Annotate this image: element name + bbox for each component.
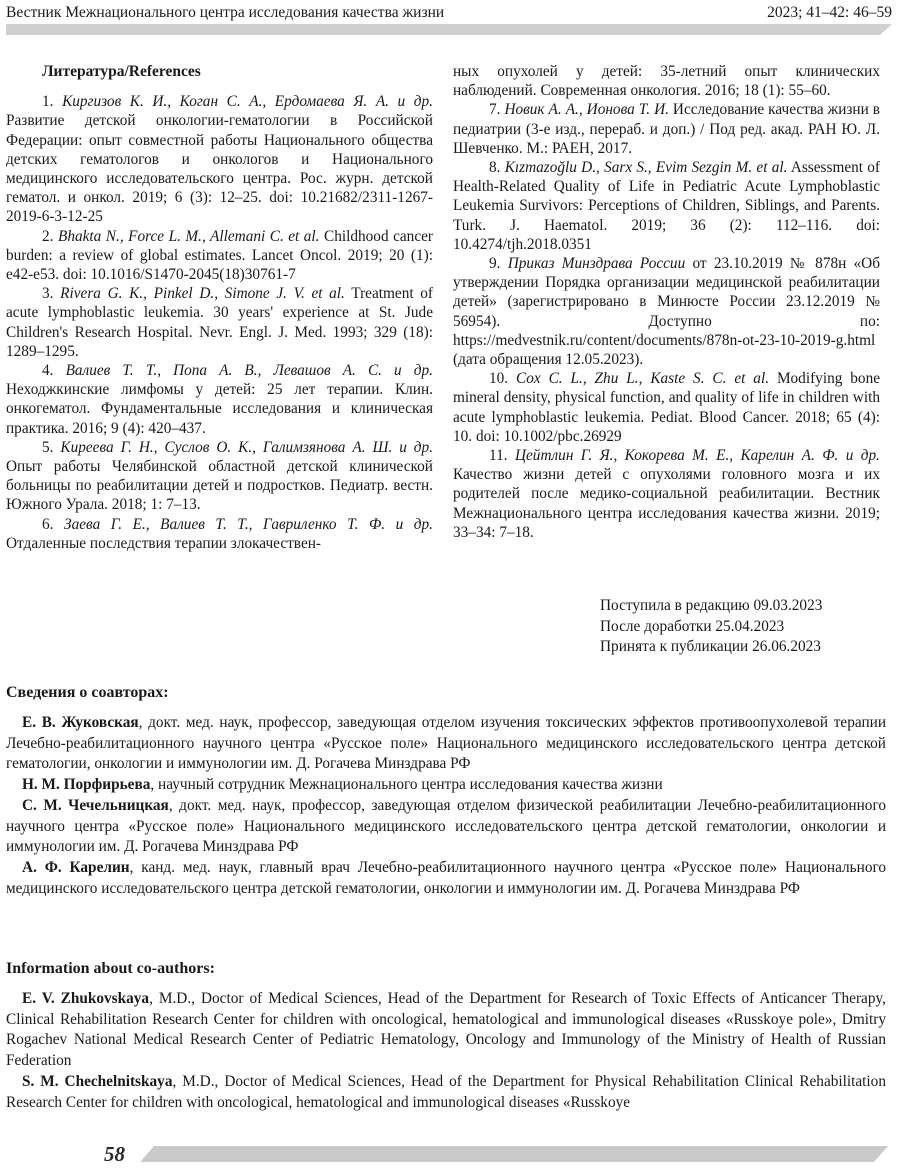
reference-authors: Rivera G. K., Pinkel D., Simone J. V. et al. (60, 285, 345, 303)
issue-info: 2023; 41–42: 46–59 (767, 4, 892, 21)
reference-item: 1. Киргизов К. И., Коган С. А., Ердомаева Я. А. и др. Развитие детской онкологии-гематологии в Российской Федерации: опыт совместной работы Национального общества детских гематологов и онкологов и Национального медицинского исследовательского центра. Рос. журн. детской гематол. и онкол. 2019; 6 (3): 12–25. doi: 10.21682/2311-1267-2019-6-3-12-25 (6, 93, 433, 226)
coauthor-entry: E. V. Zhukovskaya, M.D., Doctor of Medical Sciences, Head of the Department for Research of Toxic Effects of Anticancer Therapy, Clinical Rehabilitation Research Center for children with oncological, hematological and immunological diseases «Russkoye pole», Dmitry Rogachev National Medical Research Center of Pediatric Hematology, Oncology and Immunology of the Ministry of Health of Russian Federation (6, 990, 886, 1070)
date-accepted: Принята к публикации 26.06.2023 (600, 638, 821, 656)
coauthor-entry: S. M. Chechelnitskaya, M.D., Doctor of Medical Sciences, Head of the Department for Physical Rehabilitation Clinical Rehabilitation Research Center for children with oncological, hematological and immunological diseases «Russkoye (6, 1072, 886, 1111)
coauthor-entry: Е. В. Жуковская, докт. мед. наук, профессор, заведующая отделом изучения токсических эффектов противоопухолевой терапии Лечебно-реабилитационного научного центра «Русское поле» Национального медицинского исследовательского центра детской гематологии, онкологии и иммунологии им. Д. Рогачева Минздрава РФ (6, 714, 886, 773)
date-received: Поступила в редакцию 09.03.2023 (600, 597, 823, 614)
reference-item: 6. Заева Г. Е., Валиев Т. Т., Гавриленко Т. Ф. и др. Отдаленные последствия терапии злокачествен- (6, 515, 434, 552)
coauthor-name: А. Ф. Карелин (22, 858, 130, 876)
coauthor-name: E. V. Zhukovskaya (22, 990, 150, 1007)
references-title: Литература/References (42, 63, 201, 80)
page-number: 58 (104, 1142, 125, 1166)
coauthor-name: С. М. Чечельницкая (22, 796, 169, 814)
reference-item: 9. Приказ Минздрава России от 23.10.2019 № 878н «Об утверждении Порядка организации медицинской реабилитации детей» (зарегистрировано в Минюсте России 23.12.2019 № 56954). Доступно по: https://medvestnik.ru/content/documents/878n-ot-23-10-2019-g.html (дата обращения 12.05.2023). (453, 255, 881, 369)
submission-dates (600, 596, 890, 658)
header-bar (6, 24, 880, 35)
reference-item: 10. Cox C. L., Zhu L., Kaste S. C. et al. Modifying bone mineral density, physical function, and quality of life in children with acute lymphoblastic leukemia. Pediat. Blood Cancer. 2018; 65 (4): 10. doi: 10.1002/pbc.26929 (453, 370, 881, 445)
reference-item: 11. Цейтлин Г. Я., Кокорева М. Е., Карелин А. Ф. и др. Качество жизни детей с опухолями головного мозга и их родителей после медико-социальной реабилитации. Вестник Межнационального центра исследования качества жизни. 2019; 33–34: 7–18. (453, 447, 881, 541)
reference-item-continued: ных опухолей у детей: 35-летний опыт клинических наблюдений. Современная онкология. 2016; 18 (1): 55–60. (453, 63, 880, 100)
coauthors-en-section (6, 960, 886, 1113)
coauthor-entry: А. Ф. Карелин, канд. мед. наук, главный врач Лечебно-реабилитационного научного центра «Русское поле» Национального медицинского исследовательского центра детской гематологии, онкологии и иммунологии им. Д. Рогачева Минздрава РФ (6, 858, 887, 897)
reference-authors: Киреева Г. Н., Суслов О. К., Галимзянова А. Ш. и др. (60, 438, 433, 456)
running-header (6, 0, 892, 22)
coauthor-name: S. M. Chechelnitskaya (22, 1072, 173, 1090)
reference-authors: Заева Г. Е., Валиев Т. Т., Гавриленко Т. Ф. и др. (64, 515, 434, 533)
coauthors-ru-title: Сведения о соавторах: (6, 684, 169, 701)
reference-item: 3. Rivera G. K., Pinkel D., Simone J. V. et al. Treatment of acute lymphoblastic leukemia. 30 years' experience at St. Jude Children's Research Hospital. Nevr. Engl. J. Med. 1993; 329 (18): 1289–1295. (6, 285, 433, 360)
references-column-right (453, 62, 880, 542)
reference-item: 5. Киреева Г. Н., Суслов О. К., Галимзянова А. Ш. и др. Опыт работы Челябинской областной детской клинической больницы по реабилитации детей и подростков. Педиатр. вестн. Южного Урала. 2018; 1: 7–13. (6, 438, 433, 514)
journal-title: Вестник Межнационального центра исследования качества жизни (6, 4, 445, 21)
coauthor-name: Н. М. Порфирьева (22, 776, 151, 794)
reference-item: 4. Валиев Т. Т., Попа А. В., Левашов А. С. и др. Неходжкинские лимфомы у детей: 25 лет терапии. Клин. онкогематол. Фундаментальные исследования и клиническая практика. 2016; 9 (4): 420–437. (6, 362, 433, 437)
coauthor-entry: С. М. Чечельницкая, докт. мед. наук, профессор, заведующая отделом физической реабилитации Лечебно-реабилитационного научного центра «Русское поле» Национального медицинского исследовательского центра детской гематологии, онкологии и иммунологии им. Д. Рогачева Минздрава РФ (6, 796, 886, 856)
coauthor-entry: Н. М. Порфирьева, научный сотрудник Межнационального центра исследования качества жизни (22, 776, 663, 794)
references-column-left (6, 62, 433, 553)
reference-item: 8. Kızmazoğlu D., Sarx S., Evim Sezgin M. et al. Assessment of Health-Related Quality of Life in Pediatric Acute Lymphoblastic Leukemia Survivors: Perceptions of Children, Siblings, and Parents. Turk. J. Haematol. 2019; 36 (2): 112–116. doi: 10.4274/tjh.2018.0351 (453, 159, 880, 253)
reference-item: 7. Новик А. А., Ионова Т. И. Исследование качества жизни в педиатрии (3-е изд., перераб. и доп.) / Под ред. акад. РАН Ю. Л. Шевченко. М.: РАЕН, 2017. (453, 101, 880, 157)
reference-authors: Kızmazoğlu D., Sarx S., Evim Sezgin M. et al. (504, 159, 788, 177)
reference-authors: Валиев Т. Т., Попа А. В., Левашов А. С. и др. (65, 362, 433, 380)
reference-authors: Bhakta N., Force L. M., Allemani C. et al. (57, 227, 320, 245)
reference-authors: Цейтлин Г. Я., Кокорева М. Е., Карелин А. Ф. и др. (514, 447, 881, 465)
footer-bar (154, 1146, 874, 1162)
coauthor-name: Е. В. Жуковская (22, 714, 139, 731)
date-revised: После доработки 25.04.2023 (600, 617, 785, 635)
reference-authors: Киргизов К. И., Коган С. А., Ердомаева Я. А. и др. (62, 93, 433, 111)
coauthors-ru-section (6, 684, 886, 899)
reference-authors: Cox C. L., Zhu L., Kaste S. C. et al. (516, 370, 770, 388)
reference-authors: Приказ Минздрава России (507, 255, 686, 273)
coauthors-en-title: Information about co-authors: (6, 960, 215, 977)
reference-authors: Новик А. А., Ионова Т. И. (504, 101, 669, 119)
reference-item: 2. Bhakta N., Force L. M., Allemani C. et al. Childhood cancer burden: a review of global estimates. Lancet Oncol. 2019; 20 (1): e42-e53. doi: 10.1016/S1470-2045(18)30761-7 (6, 227, 433, 284)
